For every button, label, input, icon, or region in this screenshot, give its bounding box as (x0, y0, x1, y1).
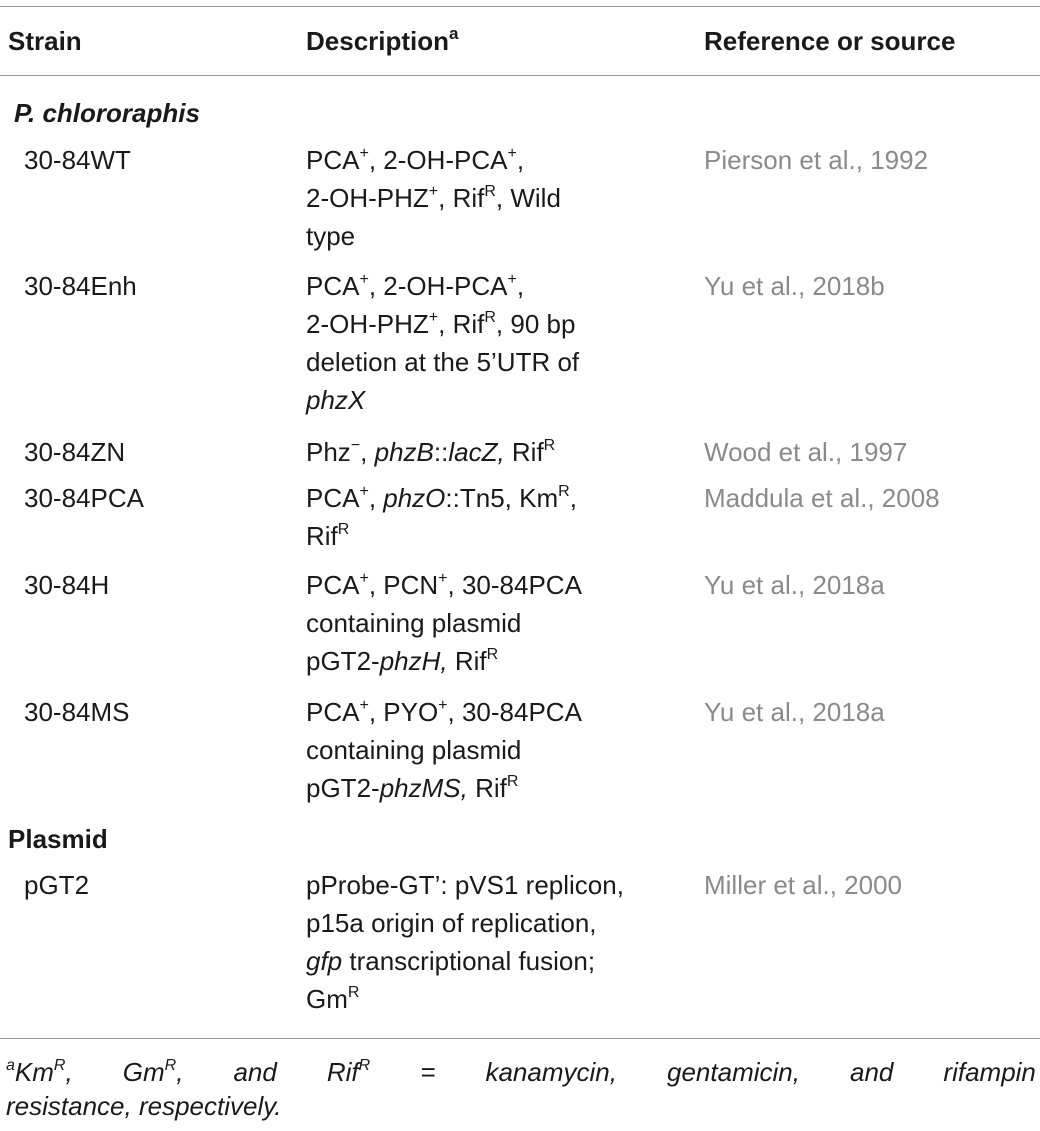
description-cell: PCA+, 2-OH-PCA+, 2-OH-PHZ+, Rif$^R$, Wild type (306, 145, 561, 251)
description-cell: pProbe-GT’: pVS1 replicon, p15a origin of replication, gfp transcriptional fusion; $Gm^R$ (306, 870, 624, 1014)
reference-cell: Yu et al., 2018a (704, 570, 885, 600)
reference-cell: Wood et al., 1997 (704, 437, 908, 467)
description-cell: PCA+, PCN+, 30-84PCA containing plasmid pGT2-phzH, Rif$^R$ (306, 570, 582, 676)
footnote-continued: resistance, respectively. (6, 1091, 282, 1121)
reference-cell: Yu et al., 2018b (704, 271, 885, 301)
description-cell: PCA+, phzO::Tn5, $Km^R$, Rif$^R$ (306, 483, 577, 551)
strain-cell: 30-84WT (24, 145, 131, 175)
footnote: $^aKm^R$, $Gm^R$, and Rif$^R$ = kanamycin, gentamicin, and rifampin (6, 1057, 1036, 1087)
strain-cell: 30-84Enh (24, 271, 137, 301)
reference-cell: Pierson et al., 1992 (704, 145, 929, 175)
description-cell: PCA+, PYO+, 30-84PCA containing plasmid pGT2-phzMS, Rif$^R$ (306, 697, 582, 803)
strain-cell: 30-84H (24, 570, 110, 600)
reference-cell: Miller et al., 2000 (704, 870, 902, 900)
reference-cell: Yu et al., 2018a (704, 697, 885, 727)
header-strain: Strain (8, 26, 82, 56)
header-description: Description$^a$ (306, 24, 459, 56)
strain-cell: pGT2 (24, 870, 90, 900)
strain-cell: 30-84MS (24, 697, 130, 727)
strain-cell: 30-84ZN (24, 437, 126, 467)
section-title-p-chlororaphis: P. chlororaphis (14, 98, 200, 128)
table-bottom-rule (0, 1038, 1040, 1039)
header-rule (0, 75, 1040, 76)
section-title-plasmid: Plasmid (8, 824, 108, 854)
reference-cell: Maddula et al., 2008 (704, 483, 940, 513)
strain-cell: 30-84PCA (24, 483, 144, 513)
header-reference: Reference or source (704, 26, 956, 56)
table-top-rule (0, 6, 1040, 7)
description-cell: PCA+, 2-OH-PCA+, 2-OH-PHZ+, Rif$^R$, 90 bp deletion at the 5’UTR of phzX (306, 271, 580, 415)
description-cell: Phz−, phzB::lacZ, Rif$^R$ (306, 437, 556, 467)
